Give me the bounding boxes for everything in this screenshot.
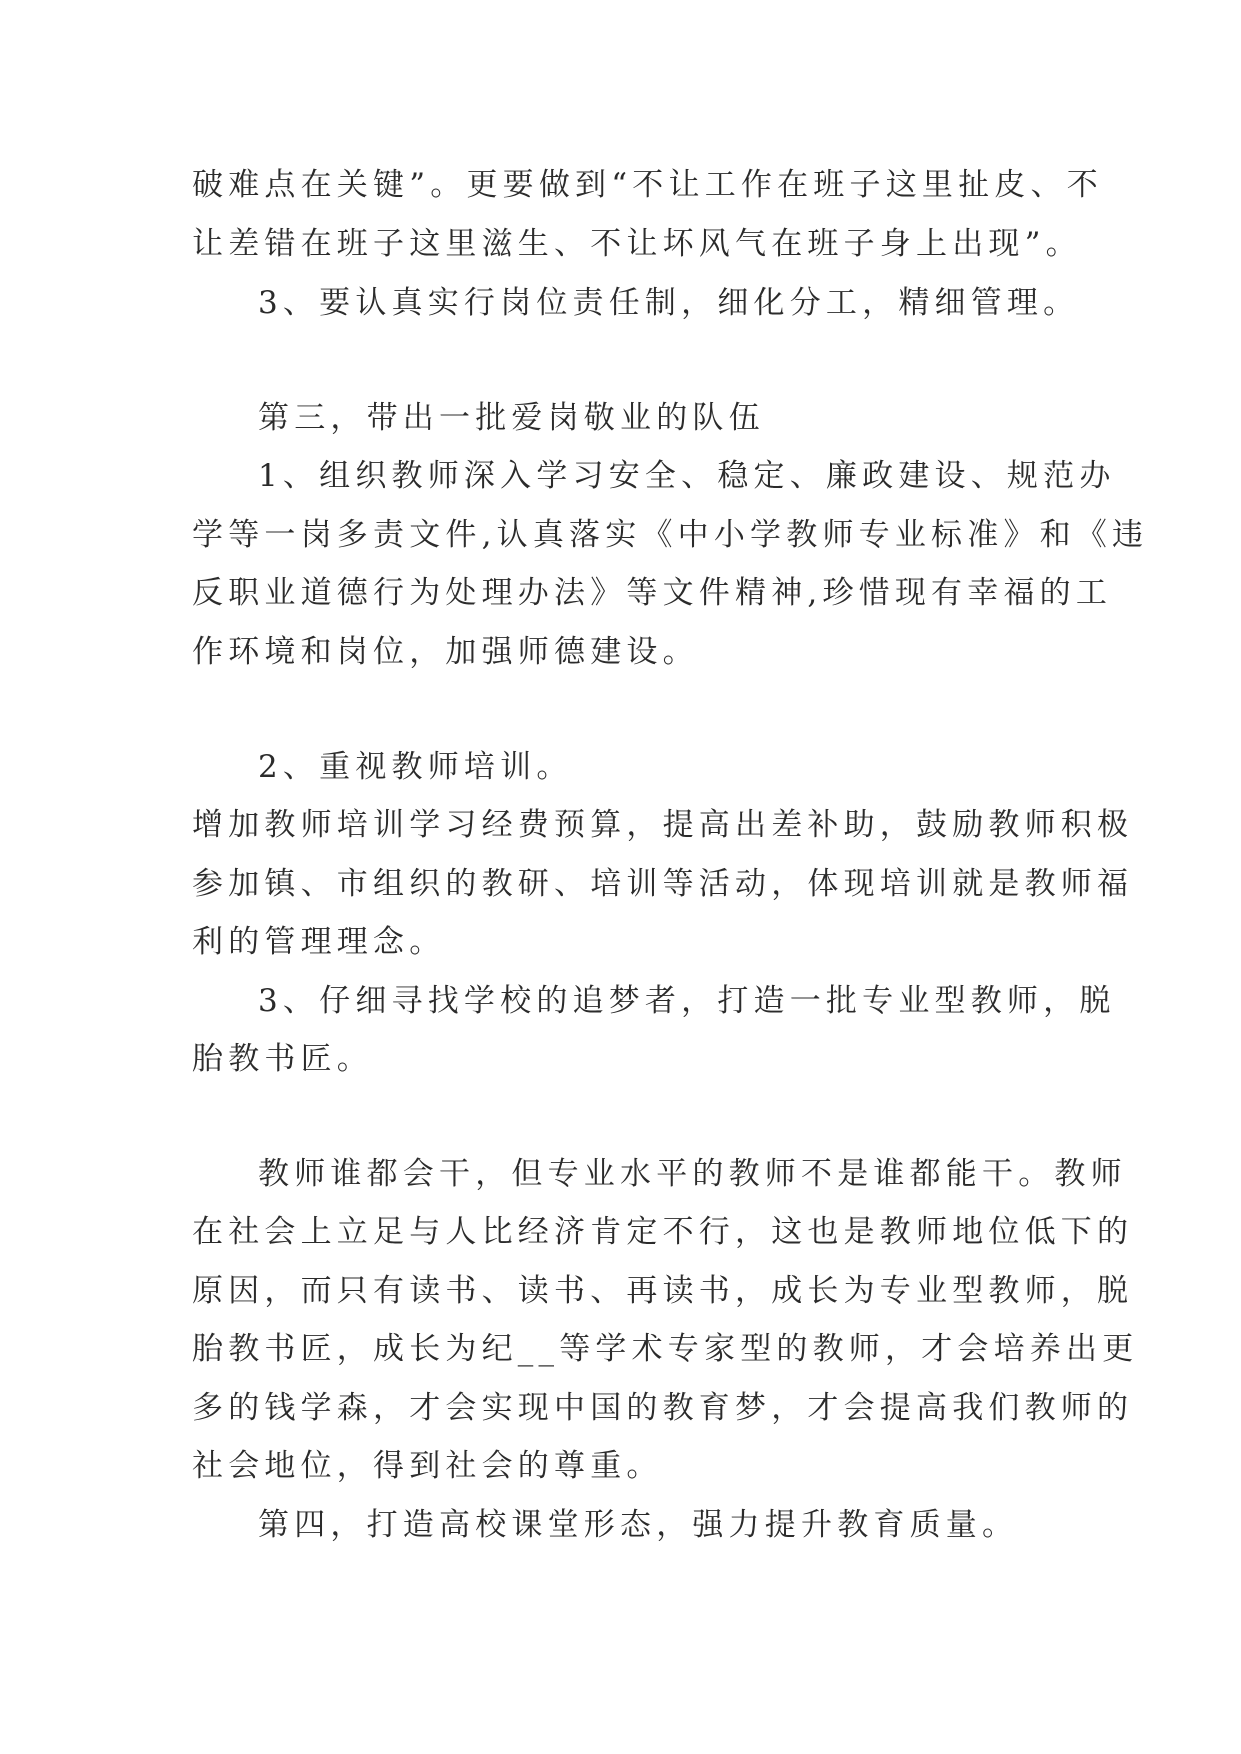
text-line: 3、要认真实行岗位责任制，细化分工，精细管理。 [258, 285, 1080, 321]
text-line: 社会地位，得到社会的尊重。 [192, 1448, 663, 1484]
text-line: 原因，而只有读书、读书、再读书，成长为专业型教师，脱 [192, 1273, 1134, 1309]
text-line: 利的管理理念。 [192, 924, 446, 960]
text-line: 胎教书匠。 [192, 1041, 373, 1077]
section-heading: 第四，打造高校课堂形态，强力提升教育质量。 [258, 1507, 1019, 1543]
text-line: 让差错在班子这里滋生、不让坏风气在班子身上出现”。 [192, 226, 1082, 262]
text-line: 胎教书匠，成长为纪__等学术专家型的教师，才会培养出更 [192, 1331, 1139, 1367]
text-line: 学等一岗多责文件,认真落实《中小学教师专业标准》和《违 [192, 517, 1149, 553]
text-line: 2、重视教师培训。 [258, 749, 573, 785]
text-line: 反职业道德行为处理办法》等文件精神,珍惜现有幸福的工 [192, 575, 1113, 611]
text-line: 增加教师培训学习经费预算，提高出差补助，鼓励教师积极 [192, 807, 1134, 843]
text-line: 多的钱学森，才会实现中国的教育梦，才会提高我们教师的 [192, 1390, 1134, 1426]
text-line: 3、仔细寻找学校的追梦者，打造一批专业型教师，脱 [258, 983, 1116, 1019]
text-line: 在社会上立足与人比经济肯定不行，这也是教师地位低下的 [192, 1214, 1134, 1250]
section-heading: 第三，带出一批爱岗敬业的队伍 [258, 400, 765, 436]
text-line: 1、组织教师深入学习安全、稳定、廉政建设、规范办 [258, 458, 1116, 494]
text-line: 作环境和岗位，加强师德建设。 [192, 634, 699, 670]
text-line: 破难点在关键”。更要做到“不让工作在班子这里扯皮、不 [192, 167, 1103, 203]
text-line: 教师谁都会干，但专业水平的教师不是谁都能干。教师 [258, 1156, 1127, 1192]
text-line: 参加镇、市组织的教研、培训等活动，体现培训就是教师福 [192, 866, 1134, 902]
